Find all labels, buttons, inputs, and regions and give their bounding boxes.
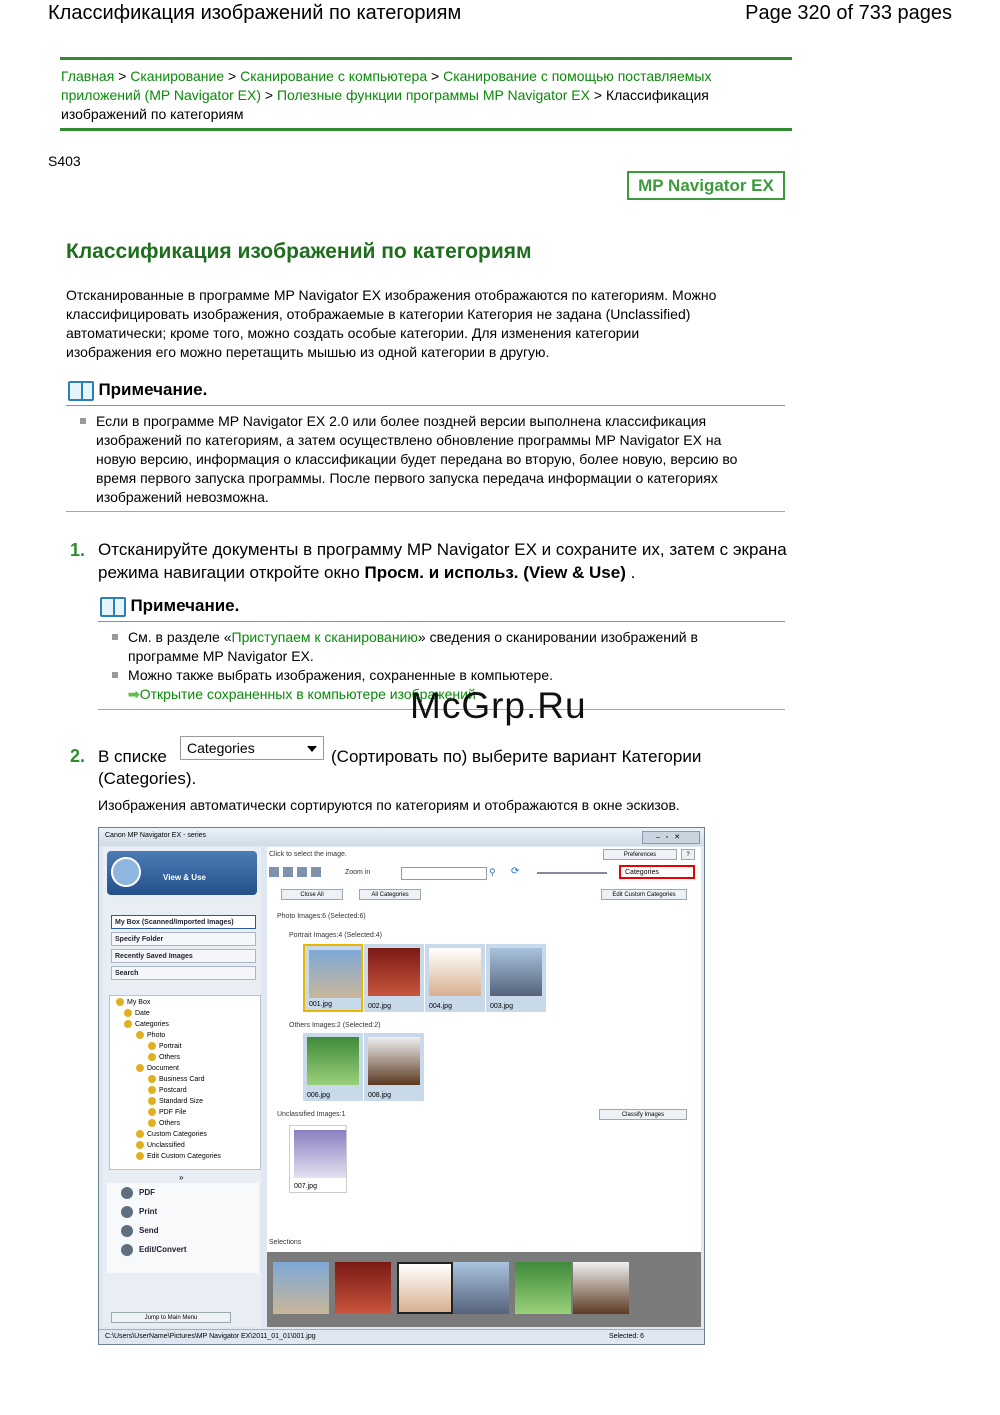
breadcrumb-sep: > <box>593 87 603 103</box>
send-button[interactable]: Send <box>121 1225 159 1237</box>
thumbnail-caption: 002.jpg <box>368 1003 391 1010</box>
help-button[interactable]: ? <box>681 849 695 860</box>
mode-banner <box>107 851 257 895</box>
nav-recently-saved[interactable]: Recently Saved Images <box>111 949 256 963</box>
book-icon <box>68 381 94 401</box>
tree-postcard[interactable]: Postcard <box>148 1086 187 1094</box>
note1-body <box>80 412 760 507</box>
note1-rule <box>66 405 785 406</box>
unclassified-group-label[interactable]: Unclassified Images:1 <box>277 1111 346 1118</box>
tree-document-others[interactable]: Others <box>148 1119 180 1127</box>
status-selected: Selected: 6 <box>609 1333 645 1340</box>
step2-description: Изображения автоматически сортируются по категориям и отображаются в окне эскизов. <box>98 797 680 813</box>
breadcrumb-scan-from-computer[interactable]: Сканирование с компьютера <box>240 68 428 84</box>
breadcrumb <box>61 67 791 124</box>
sort-dropdown-image <box>180 736 324 760</box>
breadcrumb-divider <box>60 128 792 131</box>
doc-code: S403 <box>48 153 81 169</box>
note2-item1 <box>128 628 772 666</box>
app-titlebar <box>99 828 704 846</box>
thumbnail-image <box>429 948 481 996</box>
selections-strip <box>267 1239 701 1327</box>
print-button[interactable]: Print <box>121 1206 157 1218</box>
close-all-button[interactable]: Close All <box>281 889 343 900</box>
breadcrumb-useful-functions[interactable]: Полезные функции программы MP Navigator EX <box>276 87 590 103</box>
note1-title: Примечание. <box>98 380 208 399</box>
thumbnail-caption: 004.jpg <box>429 1003 452 1010</box>
intro-paragraph: Отсканированные в программе MP Navigator EX изображения отображаются по категориям. Можно классифицировать изображения, отображаемые в категории Категория не задана (Unclassified) автоматически; кроме того, можно создать особые категории. Для изменения категории изображения его можно перетащить мышью из одной категории в другую. <box>66 287 717 360</box>
note2-header <box>100 596 239 617</box>
open-saved-images-link[interactable]: Открытие сохраненных в компьютере изображений <box>139 686 476 702</box>
collapse-icon[interactable]: » <box>179 1173 184 1182</box>
thumbnail[interactable] <box>289 1125 347 1193</box>
step2-number: 2. <box>70 746 86 766</box>
thumbnail-image <box>294 1130 346 1178</box>
tree-portrait[interactable]: Portrait <box>148 1042 182 1050</box>
tree-edit-custom-categories[interactable]: Edit Custom Categories <box>136 1152 221 1160</box>
sort-dropdown-value: Categories <box>187 740 255 756</box>
note2-rule <box>98 621 785 622</box>
portrait-group-label[interactable]: Portrait Images:4 (Selected:4) <box>289 932 382 939</box>
sort-by-value: Categories <box>625 869 659 876</box>
breadcrumb-current: Классификация изображений по категориям <box>61 87 709 122</box>
selected-thumbnail[interactable] <box>397 1262 453 1314</box>
thumbnail-caption: 001.jpg <box>309 1001 332 1008</box>
mode-icon <box>111 857 141 887</box>
step2-post: (Сортировать по) выберите вариант Категории <box>331 747 702 766</box>
watermark: McGrp.Ru <box>410 685 587 726</box>
note2-item2: Можно также выбрать изображения, сохраненные в компьютере. <box>128 667 553 683</box>
breadcrumb-sep: > <box>118 68 127 84</box>
nav-my-box[interactable]: My Box (Scanned/Imported Images) <box>111 915 256 929</box>
thumbnail-caption: 007.jpg <box>294 1183 317 1190</box>
note1-bottom-rule <box>66 511 785 512</box>
page-title: Классификация изображений по категориям <box>66 240 532 263</box>
selected-thumbnail[interactable] <box>573 1262 629 1314</box>
tree-pdf-file[interactable]: PDF File <box>148 1108 186 1116</box>
tree-document[interactable]: Document <box>136 1064 179 1072</box>
mp-navigator-logo: MP Navigator EX <box>627 171 785 200</box>
classify-images-button[interactable]: Classify Images <box>599 1109 687 1120</box>
mode-label: View & Use <box>163 873 206 882</box>
app-title: Canon MP Navigator EX - series <box>105 832 207 839</box>
bullet-icon <box>112 634 118 640</box>
thumbnail-caption: 003.jpg <box>490 1003 513 1010</box>
refresh-icon[interactable]: ⟳ <box>511 866 520 877</box>
thumbnail[interactable] <box>303 944 363 1012</box>
breadcrumb-home[interactable]: Главная <box>61 68 115 84</box>
top-divider <box>60 57 792 60</box>
breadcrumb-sep: > <box>228 68 237 84</box>
right-panel <box>267 847 701 1327</box>
step1-body: Отсканируйте документы в программу MP Navigator EX и сохраните их, затем с экрана режима навигации откройте окно <box>98 540 787 582</box>
preferences-button[interactable]: Preferences <box>603 849 677 860</box>
tree-business-card[interactable]: Business Card <box>148 1075 205 1083</box>
selected-thumbnail[interactable] <box>453 1262 509 1314</box>
hint-text: Click to select the image. <box>269 851 347 858</box>
action-panel <box>107 1183 259 1273</box>
thumbnail-image <box>368 948 420 996</box>
thumbnail[interactable] <box>364 944 424 1012</box>
step1-text <box>98 538 788 584</box>
sort-by-dropdown[interactable] <box>619 865 695 879</box>
view-toolbar-icons[interactable] <box>269 867 325 877</box>
edit-custom-categories-button[interactable]: Edit Custom Categories <box>601 889 687 900</box>
thumbnail[interactable] <box>425 944 485 1012</box>
photo-group-label[interactable]: Photo Images:6 (Selected:6) <box>277 913 366 920</box>
nav-specify-folder[interactable]: Specify Folder <box>111 932 256 946</box>
thumbnail[interactable] <box>303 1033 363 1101</box>
thumbnail-caption: 006.jpg <box>307 1092 330 1099</box>
arrow-right-icon: ➡ <box>128 686 140 702</box>
thumbnail[interactable] <box>364 1033 424 1101</box>
all-categories-button[interactable]: All Categories <box>359 889 421 900</box>
note1-text: Если в программе MP Navigator EX 2.0 или более поздней версии выполнена классификация изображений по категориям, а затем осуществлено обновление программы MP Navigator EX на новую версию, информация о классификации будет передана во вторую, более новую, версию во время первого запуска программы. После первого запуска передача информации о категориях изображений невозможна. <box>96 413 738 505</box>
step1-end: . <box>630 563 636 582</box>
left-panel <box>103 847 261 1327</box>
page-header-title: Классификация изображений по категориям <box>48 2 462 24</box>
note2-title: Примечание. <box>130 596 240 615</box>
thumbnail-image <box>490 948 542 996</box>
zoom-in-button[interactable]: Zoom in <box>345 869 371 876</box>
page-number: Page 320 of 733 pages <box>745 2 952 24</box>
note1-header <box>68 380 207 401</box>
folder-tree <box>109 995 261 1170</box>
selections-label: Selections <box>269 1239 302 1246</box>
search-icon[interactable]: ⚲ <box>489 867 496 877</box>
tree-photo-others[interactable]: Others <box>148 1053 180 1061</box>
nav-search[interactable]: Search <box>111 966 256 980</box>
app-screenshot <box>98 827 705 1345</box>
tree-standard-size[interactable]: Standard Size <box>148 1097 203 1105</box>
breadcrumb-scanning[interactable]: Сканирование <box>130 68 225 84</box>
edit-convert-button[interactable]: Edit/Convert <box>121 1244 187 1256</box>
status-path: C:\Users\UserName\Pictures\MP Navigator EX\2011_01_01\001.jpg <box>105 1333 316 1340</box>
selected-thumbnail[interactable] <box>273 1262 329 1314</box>
breadcrumb-mp-navigator[interactable]: Сканирование с помощью поставляемых приложений (MP Navigator EX) <box>61 68 712 103</box>
tree-unclassified[interactable]: Unclassified <box>136 1141 185 1149</box>
note2-item1-pre: См. в разделе « <box>128 629 232 645</box>
step2-pre: В списке <box>98 747 167 766</box>
zoom-slider[interactable] <box>537 872 607 874</box>
note2-item1-post: » сведения о сканировании изображений в программе MP Navigator EX. <box>128 629 698 664</box>
others-group-label[interactable]: Others Images:2 (Selected:2) <box>289 1022 381 1029</box>
bullet-icon <box>80 418 86 424</box>
tree-my-box[interactable]: My Box <box>116 998 150 1006</box>
chevron-down-icon <box>307 746 317 752</box>
selected-thumbnail[interactable] <box>335 1262 391 1314</box>
step1-number: 1. <box>70 540 86 560</box>
tree-categories[interactable]: Categories <box>124 1020 169 1028</box>
window-controls[interactable]: ‒▫✕ <box>642 831 700 844</box>
status-bar <box>99 1329 704 1344</box>
thumbnail-image <box>368 1037 420 1085</box>
thumbnail-image <box>307 1037 359 1085</box>
tree-custom-categories[interactable]: Custom Categories <box>136 1130 207 1138</box>
bullet-icon <box>112 672 118 678</box>
breadcrumb-sep: > <box>264 87 274 103</box>
pdf-button[interactable]: PDF <box>121 1187 155 1199</box>
getting-started-link[interactable]: Приступаем к сканированию <box>231 629 418 645</box>
jump-to-main-menu-button[interactable]: Jump to Main Menu <box>111 1312 231 1323</box>
selected-thumbnail[interactable] <box>515 1262 571 1314</box>
thumbnail-image <box>309 950 361 998</box>
breadcrumb-sep: > <box>431 68 440 84</box>
thumbnail-caption: 008.jpg <box>368 1092 391 1099</box>
book-icon <box>100 597 126 617</box>
step1-bold: Просм. и использ. (View & Use) <box>364 563 626 582</box>
search-input[interactable] <box>401 867 487 880</box>
thumbnail[interactable] <box>486 944 546 1012</box>
step2-post2: (Categories). <box>98 769 197 788</box>
tree-date[interactable]: Date <box>124 1009 150 1017</box>
tree-photo[interactable]: Photo <box>136 1031 165 1039</box>
